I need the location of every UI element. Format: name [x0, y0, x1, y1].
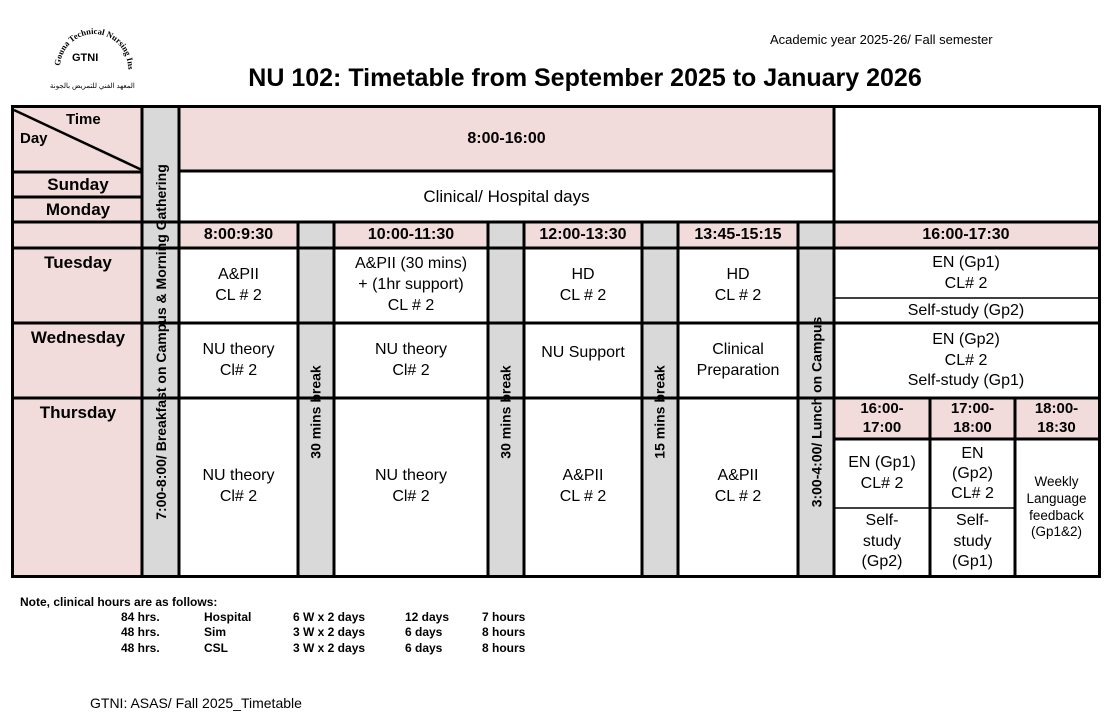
note-row-1-hours: 84 hrs. [121, 610, 160, 624]
slot-5: 16:00-17:30 [922, 225, 1010, 243]
day-sunday: Sunday [47, 174, 109, 194]
footer-text: GTNI: ASAS/ Fall 2025_Timetable [90, 695, 302, 711]
note-row-2-type: Sim [204, 625, 227, 639]
break-1-label: 30 mins break [308, 364, 325, 459]
slot-4: 13:45-15:15 [694, 225, 782, 243]
note-row-3-weeks: 3 W x 2 days [293, 641, 366, 655]
note-row-2-daily: 8 hours [482, 625, 526, 639]
slot-1: 8:00:9:30 [203, 225, 274, 243]
day-monday: Monday [45, 199, 111, 219]
note-heading: Note, clinical hours are as follows: [20, 595, 218, 609]
note-row-1-daily: 7 hours [482, 610, 526, 624]
thursday-en-gp2: EN (Gp2) CL# 2 [951, 444, 994, 502]
day-thursday: Thursday [39, 403, 117, 422]
note-row-3-hours: 48 hrs. [121, 641, 160, 655]
day-tuesday: Tuesday [44, 253, 112, 272]
thursday-slot-2: NU theory Cl# 2 [374, 466, 448, 505]
tuesday-slot-2: A&PII (30 mins) + (1hr support) CL # 2 [354, 255, 468, 314]
tuesday-slot-1: A&PII CL # 2 [215, 265, 262, 304]
slot-3: 12:00-13:30 [539, 225, 627, 243]
clinical-days: Clinical/ Hospital days [423, 186, 590, 206]
note-row-2-weeks: 3 W x 2 days [293, 625, 366, 639]
thursday-evening-slot-1: 16:00- 17:00 [860, 399, 904, 436]
tuesday-slot-3: HD CL # 2 [559, 265, 607, 304]
day-wednesday: Wednesday [30, 328, 126, 347]
thursday-evening-slot-2: 17:00- 18:00 [950, 399, 995, 436]
logo-text: GTNI [72, 52, 99, 64]
note-row-3-daily: 8 hours [482, 641, 526, 655]
wednesday-en: EN (Gp2) CL# 2 Self-study (Gp1) [907, 330, 1025, 390]
wednesday-slot-1: NU theory Cl# 2 [202, 340, 275, 379]
page-title-text: NU 102: Timetable from September 2025 to January 2026 [248, 64, 922, 92]
thursday-slot-1: NU theory Cl# 2 [202, 466, 275, 505]
note-row-3-type: CSL [204, 641, 228, 655]
logo-arabic: المعهد الفني للتمريض بالجونة [50, 83, 135, 90]
break-2-label: 30 mins break [498, 364, 515, 459]
breakfast-label: 7:00-8:00/ Breakfast on Campus & Morning Gathering [152, 163, 169, 520]
full-day-time: 8:00-16:00 [467, 130, 546, 148]
note-row-3-days: 6 days [405, 641, 443, 655]
wednesday-slot-3: NU Support [541, 343, 625, 361]
slot-2: 10:00-11:30 [367, 225, 455, 243]
note-row-2-hours: 48 hrs. [121, 625, 160, 639]
corner-day: Day [20, 130, 48, 147]
corner-time: Time [66, 111, 101, 128]
thursday-en-gp1: EN (Gp1) CL# 2 [848, 453, 916, 492]
note-row-1-weeks: 6 W x 2 days [293, 610, 366, 624]
thursday-evening-slot-3: 18:00- 18:30 [1034, 399, 1079, 436]
thursday-weekly-feedback: Weekly Language feedback (Gp1&2) [1026, 473, 1087, 540]
note-row-1-days: 12 days [405, 610, 450, 624]
break-3-label: 15 mins break [652, 364, 669, 459]
note-row-1-type: Hospital [204, 610, 252, 624]
tuesday-slot-4: HD CL # 2 [714, 265, 762, 304]
wednesday-slot-2: NU theory Cl# 2 [374, 340, 448, 379]
note-row-2-days: 6 days [405, 625, 443, 639]
academic-year: Academic year 2025-26/ Fall semester [770, 32, 993, 47]
svg-text:Gouna Technical Nursing Instit: Gouna Technical Nursing Ins [51, 25, 137, 70]
thursday-self-study-gp2: Self- study (Gp2) [861, 511, 903, 571]
thursday-slot-4: A&PII CL # 2 [714, 466, 762, 505]
thursday-slot-3: A&PII CL # 2 [559, 466, 607, 505]
tuesday-self-study: Self-study (Gp2) [907, 301, 1025, 319]
lunch-label: 3:00-4:00/ Lunch on Campus [808, 316, 824, 507]
tuesday-en: EN (Gp1) CL# 2 [932, 254, 1000, 292]
thursday-self-study-gp1: Self- study (Gp1) [952, 511, 993, 571]
wednesday-slot-4: Clinical Preparation [696, 340, 780, 379]
